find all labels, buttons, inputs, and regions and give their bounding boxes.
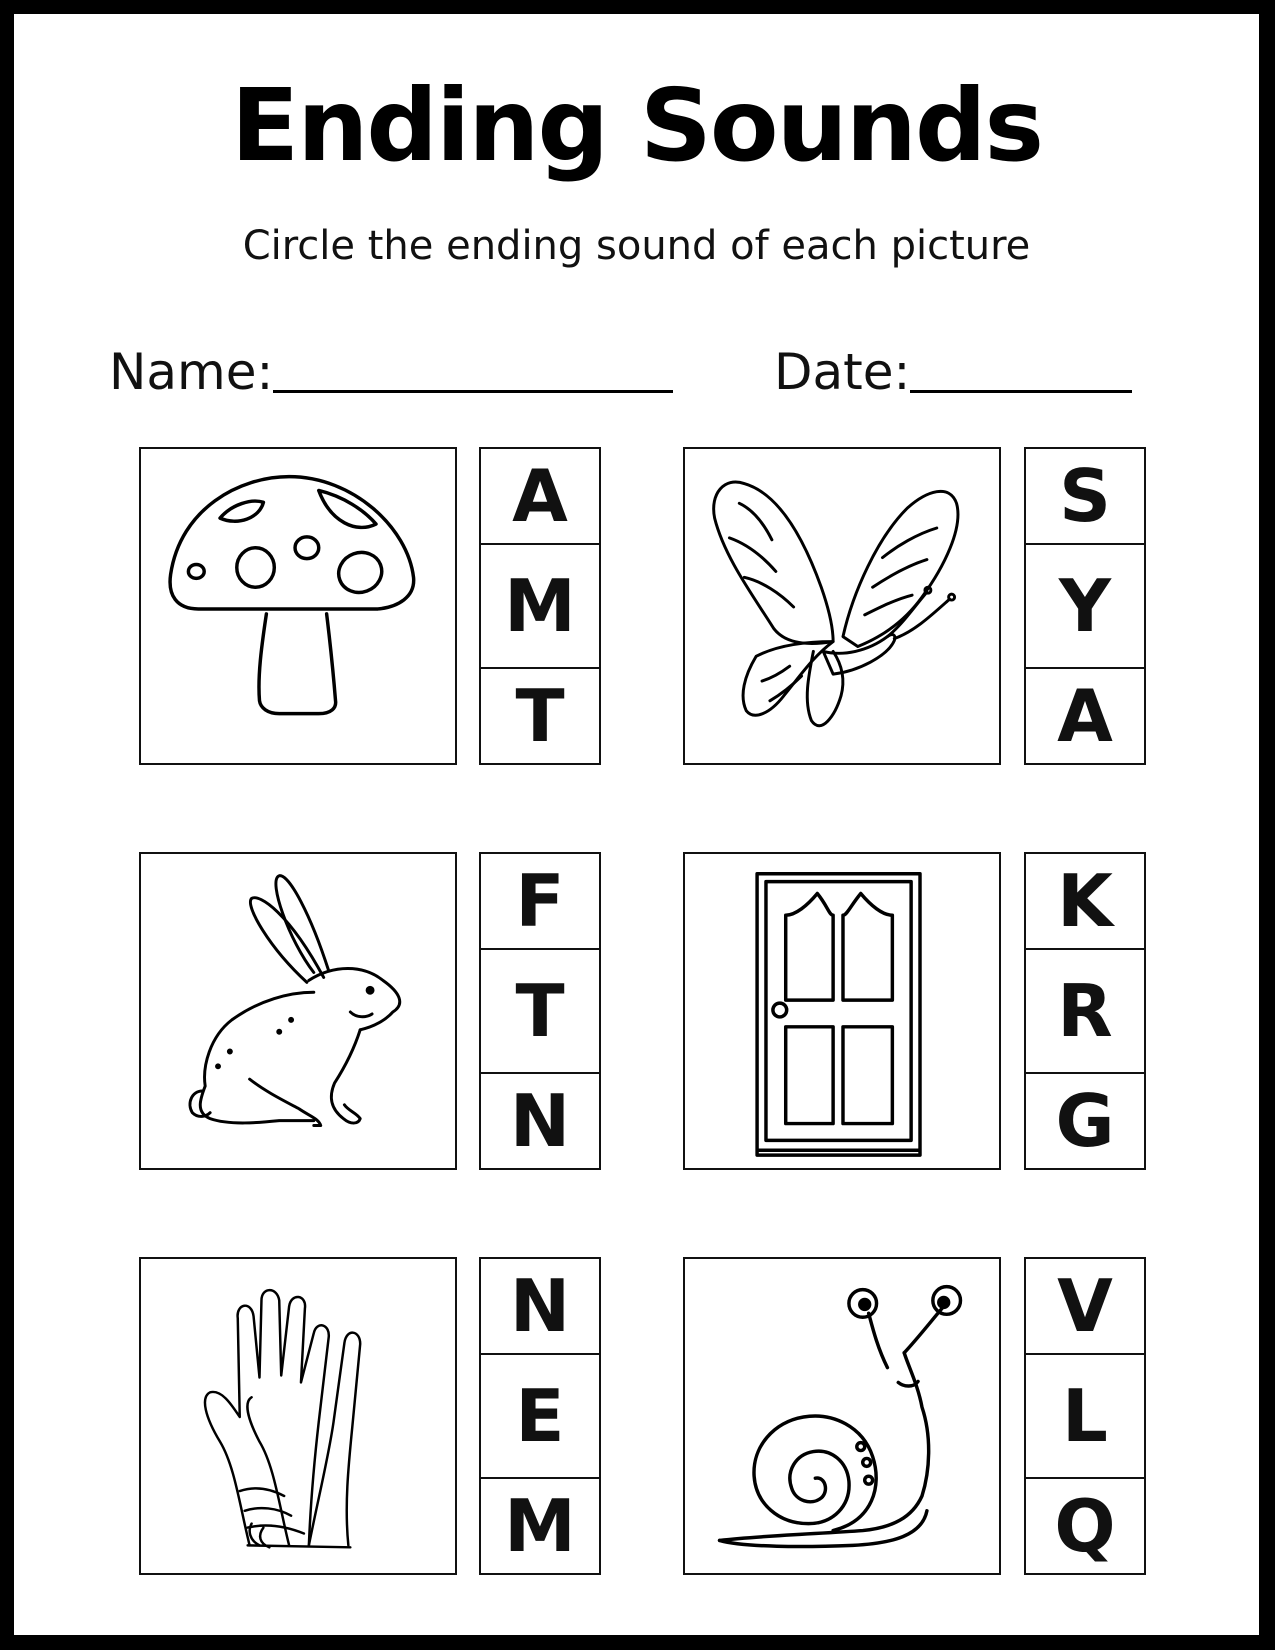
- glove-icon: [141, 1259, 455, 1573]
- snail-icon: [685, 1259, 999, 1573]
- name-label: Name:: [109, 343, 274, 401]
- date-label: Date:: [774, 343, 911, 401]
- choice-letter[interactable]: V: [1026, 1259, 1144, 1355]
- choice-letter[interactable]: M: [481, 545, 599, 669]
- choice-letter[interactable]: K: [1026, 854, 1144, 950]
- instructions: Circle the ending sound of each picture: [242, 223, 1031, 269]
- choice-letter[interactable]: E: [481, 1355, 599, 1479]
- choice-column-5: [479, 1257, 601, 1575]
- choice-letter[interactable]: T: [515, 674, 565, 758]
- choice-letter[interactable]: F: [481, 854, 599, 950]
- door-icon: [685, 854, 999, 1168]
- choice-letter[interactable]: M: [504, 1484, 576, 1568]
- choice-letter[interactable]: A: [481, 449, 599, 545]
- picture-box-2: [683, 447, 1001, 765]
- choice-letter[interactable]: G: [1055, 1079, 1115, 1163]
- rabbit-icon: [141, 854, 455, 1168]
- choice-letter[interactable]: Q: [1054, 1484, 1116, 1568]
- mushroom-icon: [141, 449, 455, 763]
- choice-letter[interactable]: R: [1026, 950, 1144, 1074]
- choice-column-1: [479, 447, 601, 765]
- picture-box-4: [683, 852, 1001, 1170]
- choice-column-3: [479, 852, 601, 1170]
- picture-box-3: [139, 852, 457, 1170]
- picture-box-5: [139, 1257, 457, 1575]
- choice-letter[interactable]: Y: [1026, 545, 1144, 669]
- choice-letter[interactable]: S: [1026, 449, 1144, 545]
- picture-box-6: [683, 1257, 1001, 1575]
- choice-letter[interactable]: L: [1026, 1355, 1144, 1479]
- page-title: Ending Sounds: [230, 67, 1043, 184]
- name-input-line[interactable]: [273, 344, 673, 393]
- butterfly-icon: [685, 449, 999, 763]
- choice-letter[interactable]: A: [1057, 674, 1113, 758]
- choice-column-2: [1024, 447, 1146, 765]
- name-field: [109, 343, 673, 401]
- choice-letter[interactable]: T: [481, 950, 599, 1074]
- date-field: [774, 343, 1132, 401]
- picture-box-1: [139, 447, 457, 765]
- date-input-line[interactable]: [910, 344, 1132, 393]
- choice-letter[interactable]: N: [509, 1079, 571, 1163]
- choice-column-6: [1024, 1257, 1146, 1575]
- choice-column-4: [1024, 852, 1146, 1170]
- choice-letter[interactable]: N: [481, 1259, 599, 1355]
- worksheet-page: [12, 12, 1261, 1637]
